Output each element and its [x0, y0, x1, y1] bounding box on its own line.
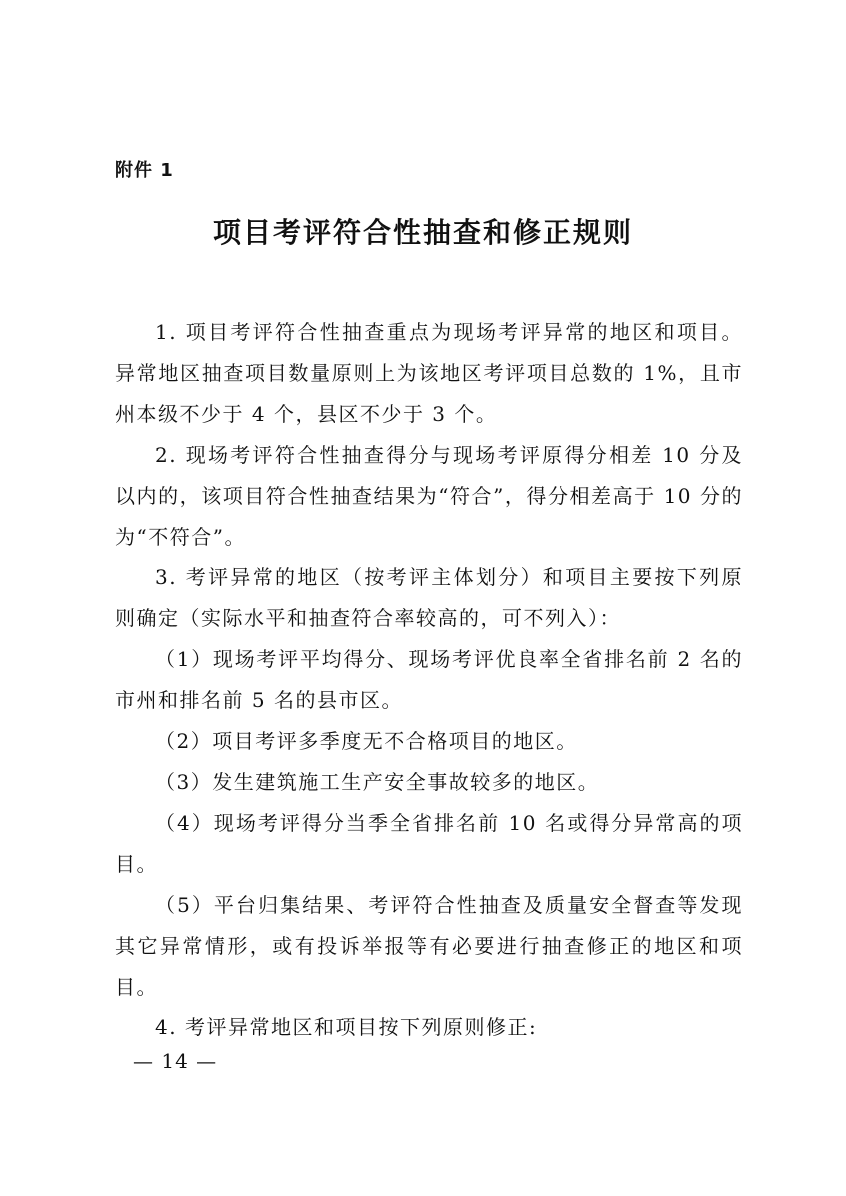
paragraph-3-item-4: （4）现场考评得分当季全省排名前 10 名或得分异常高的项目。 — [115, 810, 743, 876]
paragraph-3-item-3: （3）发生建筑施工生产安全事故较多的地区。 — [155, 769, 600, 794]
paragraph-2: 2. 现场考评符合性抽查得分与现场考评原得分相差 10 分及以内的，该项目符合性抽查结果为“符合”，得分相差高于 10 分的为“不符合”。 — [115, 442, 743, 549]
paragraph-4: 4. 考评异常地区和项目按下列原则修正: — [155, 1015, 538, 1040]
paragraph-3-item-1: （1）现场考评平均得分、现场考评优良率全省排名前 2 名的市州和排名前 5 名的县市区。 — [115, 647, 743, 713]
paragraph-1: 1. 项目考评符合性抽查重点为现场考评异常的地区和项目。异常地区抽查项目数量原则上为该地区考评项目总数的 1%，且市州本级不少于 4 个，县区不少于 3 个。 — [115, 320, 743, 426]
document-body — [115, 312, 743, 1048]
document-title: 项目考评符合性抽查和修正规则 — [212, 216, 633, 249]
paragraph-3-item-5: （5）平台归集结果、考评符合性抽查及质量安全督查等发现其它异常情形，或有投诉举报等有必要进行抽查修正的地区和项目。 — [115, 892, 743, 999]
page-number: — 14 — — [133, 1049, 218, 1073]
paragraph-3: 3. 考评异常的地区（按考评主体划分）和项目主要按下列原则确定（实际水平和抽查符合率较高的，可不列入）： — [115, 565, 743, 631]
attachment-label: 附件 1 — [115, 160, 174, 181]
paragraph-3-item-2: （2）项目考评多季度无不合格项目的地区。 — [155, 729, 578, 754]
